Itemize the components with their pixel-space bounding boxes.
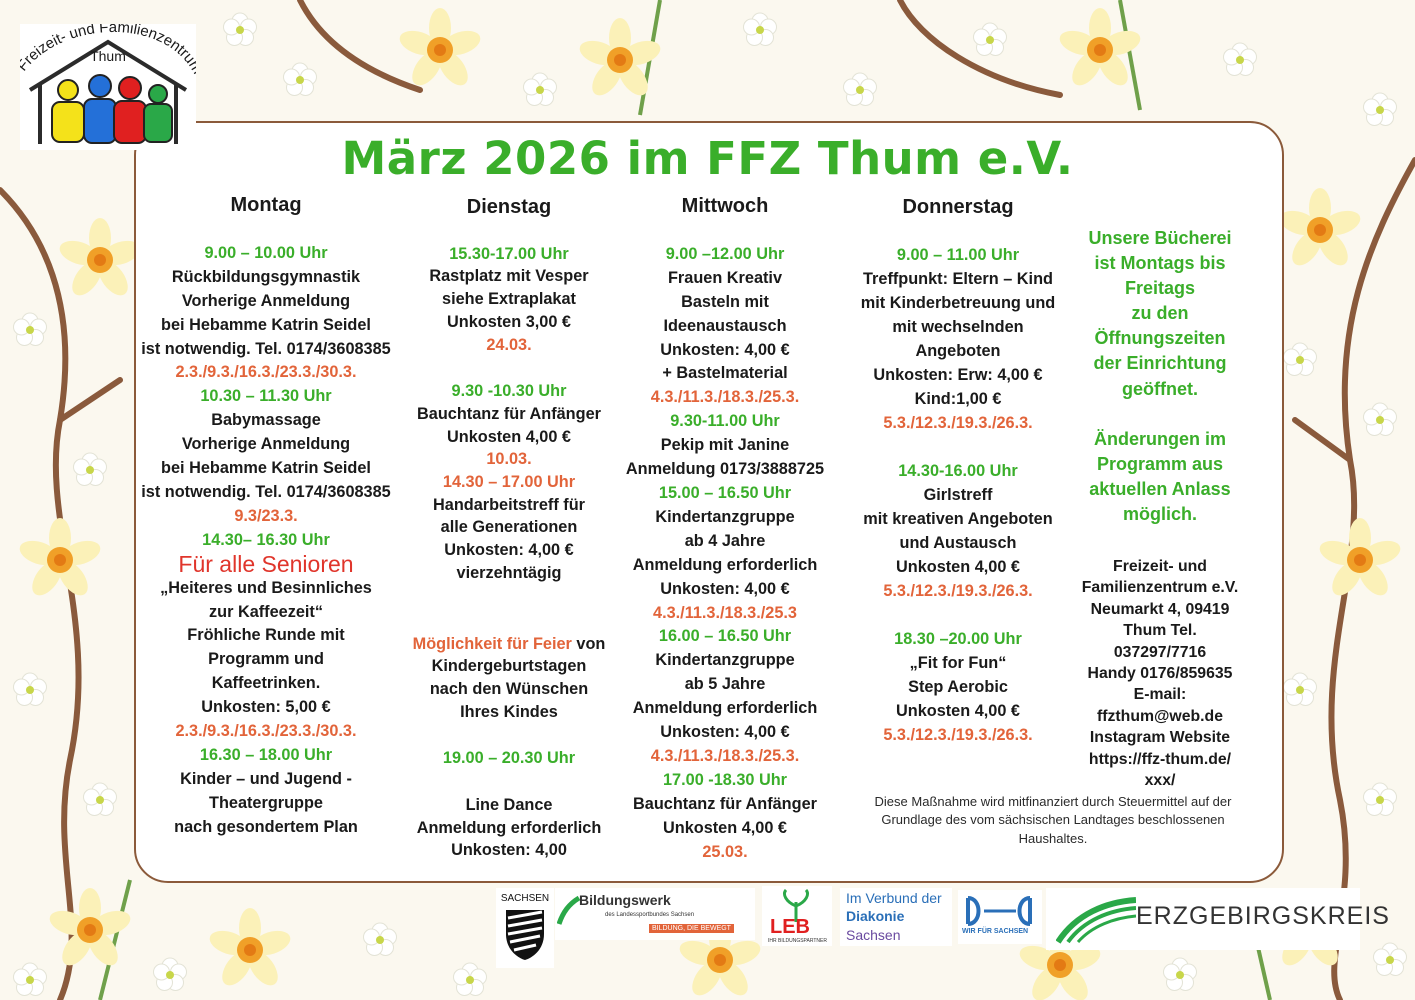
schedule-line <box>134 768 398 792</box>
schedule-line-text: Für alle Senioren <box>178 550 354 577</box>
schedule-line <box>842 507 1074 531</box>
schedule-line-text: Kinder – und Jugend - <box>180 769 352 788</box>
bildungswerk-title: Bildungswerk <box>579 892 671 908</box>
schedule-line <box>615 530 835 554</box>
schedule-line <box>134 266 398 290</box>
schedule-line-text: 5.3./12.3./19.3./26.3. <box>883 414 1033 432</box>
schedule-line-text: Programm und <box>208 650 324 669</box>
schedule-line-text: Unkosten 3,00 € <box>447 312 571 331</box>
library-line: Änderungen im <box>1093 428 1226 449</box>
spacer <box>398 770 620 794</box>
schedule-line-text: „Heiteres und Besinnliches <box>160 578 372 597</box>
schedule-line <box>615 578 835 602</box>
schedule-line-text: Unkosten 4,00 € <box>663 818 787 837</box>
schedule-line-text: Unkosten: 5,00 € <box>201 698 331 717</box>
library-notice <box>1078 226 1242 527</box>
schedule-line <box>842 699 1074 723</box>
library-line: geöffnet. <box>1122 378 1198 399</box>
schedule-line <box>134 505 398 529</box>
leb-logo <box>762 886 832 946</box>
schedule-line <box>615 602 835 626</box>
schedule-line-text: Theatergruppe <box>209 793 323 812</box>
schedule-line <box>398 747 620 770</box>
schedule-line-text: 16.30 – 18.00 Uhr <box>199 745 333 764</box>
schedule-line-text: Vorherige Anmeldung <box>181 435 351 454</box>
schedule-line-text: Anmeldung erforderlich <box>632 699 818 718</box>
schedule-line <box>134 409 398 433</box>
schedule-line <box>398 839 620 862</box>
sachsen-label: SACHSEN <box>500 893 550 904</box>
schedule-line <box>398 403 620 426</box>
library-line: möglich. <box>1122 504 1197 525</box>
schedule-line-text: 10.03. <box>486 450 532 469</box>
schedule-line <box>134 720 398 744</box>
schedule-line-text: siehe Extraplakat <box>442 290 576 309</box>
contact-info <box>1078 556 1242 791</box>
schedule-line-text: Ihres Kindes <box>460 702 558 721</box>
schedule-line-text: Ideenaustausch <box>663 316 787 335</box>
spacer <box>134 218 398 242</box>
schedule-line <box>398 655 620 678</box>
schedule-line <box>398 539 620 562</box>
schedule-line <box>134 577 398 601</box>
schedule-line-text: 14.30– 16.30 Uhr <box>202 530 330 549</box>
leb-label: LEB <box>770 916 810 938</box>
schedule-line <box>842 627 1074 651</box>
schedule-line-text: 10.30 – 11.30 Uhr <box>200 387 332 406</box>
bildungswerk-sub: des Landessportbundes Sachsen <box>605 912 695 918</box>
schedule-line-text: Unkosten: 4,00 € <box>660 340 790 359</box>
schedule-line-text: Kindertanzgruppe <box>655 507 795 526</box>
schedule-line <box>615 554 835 578</box>
spacer <box>398 585 620 609</box>
wir-label: WIR FÜR SACHSEN <box>962 928 1029 935</box>
schedule-line <box>398 817 620 840</box>
schedule-line-text: Babymassage <box>211 411 321 430</box>
schedule-line <box>134 672 398 696</box>
schedule-line <box>134 314 398 338</box>
schedule-line <box>842 387 1074 411</box>
schedule-line-text: Unkosten: 4,00 € <box>660 579 790 598</box>
schedule-line <box>398 794 620 817</box>
schedule-line <box>615 673 835 697</box>
schedule-line <box>134 242 398 266</box>
schedule-line <box>134 385 398 409</box>
library-line: Unsere Bücherei <box>1088 228 1232 248</box>
erzgebirge-swoosh-icon <box>1056 894 1136 944</box>
schedule-line-text: Kindertanzgruppe <box>655 651 795 670</box>
column-montag <box>134 194 398 840</box>
schedule-line <box>615 362 835 386</box>
schedule-line-text: 9.30 -10.30 Uhr <box>451 382 567 401</box>
spacer <box>398 723 620 747</box>
contact-line: Familienzentrum e.V. <box>1081 579 1239 597</box>
schedule-line <box>398 380 620 403</box>
schedule-line <box>615 267 835 291</box>
schedule-line-text: 14.30 – 17.00 Uhr <box>442 473 576 492</box>
schedule-line-text: 14.30-16.00 Uhr <box>898 462 1018 480</box>
day-heading: Donnerstag <box>902 196 1014 218</box>
schedule-line-text: Unkosten: 4,00 € <box>444 541 574 560</box>
schedule-line <box>842 315 1074 339</box>
schedule-line-text: Vorherige Anmeldung <box>181 291 351 310</box>
day-heading: Mittwoch <box>681 195 769 217</box>
schedule-line-text: mit kreativen Angeboten <box>863 510 1053 528</box>
schedule-line-text: 2.3./9.3./16.3./23.3./30.3. <box>175 363 357 382</box>
schedule-line <box>615 769 835 793</box>
schedule-line-text: 19.00 – 20.30 Uhr <box>442 749 576 768</box>
schedule-line-text: Step Aerobic <box>908 678 1008 696</box>
schedule-line <box>398 265 620 288</box>
schedule-line-text: Kind:1,00 € <box>914 390 1002 408</box>
schedule-line-text: Unkosten: Erw: 4,00 € <box>873 366 1043 384</box>
schedule-line <box>398 426 620 449</box>
schedule-line <box>842 411 1074 435</box>
schedule-line <box>134 792 398 816</box>
schedule-line <box>842 579 1074 603</box>
page-title: März 2026 im FFZ Thum e.V. <box>341 132 1074 185</box>
schedule-line <box>134 290 398 314</box>
wir-fuer-sachsen-logo <box>958 890 1042 944</box>
contact-line: E-mail: <box>1133 686 1187 704</box>
schedule-line-text: Unkosten 4,00 € <box>447 427 571 446</box>
schedule-line <box>398 334 620 357</box>
schedule-line <box>615 434 835 458</box>
schedule-line-text: 9.3/23.3. <box>234 506 298 525</box>
diakonie-line2: Diakonie <box>846 908 905 924</box>
schedule-line <box>134 529 398 553</box>
library-line <box>1078 402 1242 427</box>
column-mittwoch <box>615 195 835 864</box>
schedule-line-text: Kindergeburtstagen <box>431 657 587 676</box>
schedule-line <box>134 744 398 768</box>
schedule-line <box>615 625 835 649</box>
schedule-line <box>842 555 1074 579</box>
schedule-line-text: Unkosten: 4,00 € <box>660 723 790 742</box>
schedule-line-text: 9.00 – 10.00 Uhr <box>204 243 328 262</box>
schedule-line-text: Frauen Kreativ <box>667 268 782 287</box>
logo-arc-text: reizeit- und Familienzentr <box>20 24 193 68</box>
schedule-line-text: Unkosten 4,00 € <box>896 558 1020 576</box>
schedule-line <box>842 267 1074 291</box>
library-line: Freitags <box>1124 278 1196 299</box>
contact-line: Neumarkt 4, 09419 <box>1090 600 1230 618</box>
schedule-line <box>398 516 620 539</box>
spacer <box>842 603 1074 627</box>
funding-line: Diese Maßnahme wird mitfinanziert durch Steuermittel auf der <box>874 794 1232 809</box>
bildungswerk-logo <box>555 888 755 940</box>
schedule-line-text: alle Generationen <box>440 518 578 537</box>
schedule-line <box>842 291 1074 315</box>
day-heading: Dienstag <box>466 196 552 218</box>
schedule-line-text: Rückbildungsgymnastik <box>171 267 361 286</box>
funding-line: Grundlage des vom sächsischen Landtages beschlossenen <box>881 812 1225 828</box>
schedule-line <box>615 291 835 315</box>
bildungswerk-tag: BILDUNG, DIE BEWEGT <box>649 924 734 933</box>
schedule-line-text: Anmeldung 0173/3888725 <box>625 460 825 479</box>
schedule-line <box>615 817 835 841</box>
contact-line: ffzthum@web.de <box>1097 707 1223 725</box>
schedule-line-text: + Bastelmaterial <box>662 364 788 383</box>
schedule-line <box>398 562 620 585</box>
schedule-line-text: Bauchtanz für Anfänger <box>633 794 817 813</box>
leb-sub: IHR BILDUNGSPARTNER <box>768 938 827 944</box>
schedule-line-text: 15.00 – 16.50 Uhr <box>658 483 792 502</box>
diakonie-line3: Sachsen <box>846 927 901 943</box>
diakonie-line1: Im Verbund der <box>846 890 942 906</box>
schedule-line-text: Basteln mit <box>681 292 769 311</box>
schedule-line <box>842 363 1074 387</box>
schedule-line <box>842 651 1074 675</box>
schedule-line-text: 5.3./12.3./19.3./26.3. <box>883 726 1033 744</box>
schedule-line <box>134 481 398 505</box>
erzgebirgskreis-logo <box>1046 888 1390 950</box>
schedule-line <box>134 816 398 840</box>
contact-line: Thum Tel. <box>1123 622 1197 640</box>
schedule-line-text: ab 4 Jahre <box>684 531 766 550</box>
schedule-line-text: mit wechselnden <box>892 318 1024 336</box>
bildungswerk-mark-icon <box>557 894 581 934</box>
schedule-line-text: Angeboten <box>915 342 1001 360</box>
schedule-line <box>615 793 835 817</box>
day-heading: Montag <box>230 194 302 216</box>
schedule-line <box>134 624 398 648</box>
spacer <box>615 219 835 243</box>
schedule-line <box>615 841 835 865</box>
logo-town: Thum <box>90 48 126 64</box>
schedule-line-text: ab 5 Jahre <box>684 675 766 694</box>
schedule-line-text: 4.3./11.3./18.3./25.3 <box>653 603 797 622</box>
schedule-line <box>134 433 398 457</box>
schedule-line-text: 4.3./11.3./18.3./25.3. <box>650 746 800 765</box>
schedule-line-text: und Austausch <box>899 534 1017 552</box>
contact-line: Handy 0176/859635 <box>1087 665 1233 683</box>
spacer <box>398 219 620 243</box>
schedule-line-text: mit Kinderbetreuung und <box>860 294 1056 312</box>
ffz-logo <box>20 24 196 150</box>
schedule-line <box>134 338 398 362</box>
schedule-line-text: Fröhliche Runde mit <box>187 626 345 645</box>
contact-line: https://ffz-thum.de/ <box>1088 750 1232 768</box>
schedule-line <box>842 459 1074 483</box>
spacer <box>842 435 1074 459</box>
schedule-line <box>615 482 835 506</box>
schedule-line-text: Pekip mit Janine <box>660 436 790 455</box>
column-donnerstag <box>842 195 1074 747</box>
schedule-line-text: bei Hebamme Katrin Seidel <box>161 315 371 334</box>
schedule-line-text: 16.00 – 16.50 Uhr <box>658 627 792 646</box>
column-dienstag <box>398 196 620 862</box>
schedule-line-text: 24.03. <box>486 335 532 354</box>
schedule-line <box>398 448 620 471</box>
schedule-line-text: Line Dance <box>465 796 553 815</box>
schedule-line-text: Rastplatz mit Vesper <box>429 267 589 286</box>
funding-line: Haushaltes. <box>1018 830 1088 846</box>
schedule-line-text: Kaffeetrinken. <box>211 674 321 693</box>
schedule-line-tail: von <box>571 634 606 653</box>
schedule-line-text: nach gesondertem Plan <box>174 817 358 836</box>
schedule-line-text: ist notwendig. Tel. 0174/3608385 <box>141 339 391 358</box>
schedule-line <box>615 410 835 434</box>
schedule-line <box>615 745 835 769</box>
schedule-line <box>615 386 835 410</box>
spacer <box>398 356 620 380</box>
schedule-line-text: vierzehntägig <box>456 563 562 582</box>
schedule-line-text: zur Kaffeezeit“ <box>209 602 323 621</box>
schedule-line <box>134 601 398 625</box>
schedule-line <box>398 288 620 311</box>
library-line: aktuellen Anlass <box>1089 478 1231 499</box>
funding-note <box>846 793 1260 848</box>
schedule-line-text: Handarbeitstreff für <box>433 495 585 514</box>
schedule-line <box>398 633 620 656</box>
schedule-line <box>398 471 620 494</box>
schedule-line-text: 25.03. <box>702 842 748 861</box>
contact-line: Instagram Website <box>1089 729 1231 747</box>
contact-line: xxx/ <box>1144 772 1176 790</box>
schedule-line-text: Unkosten 4,00 € <box>896 702 1020 720</box>
schedule-line-text: Bauchtanz für Anfänger <box>417 404 601 423</box>
schedule-line-text: Anmeldung erforderlich <box>632 555 818 574</box>
schedule-line <box>615 339 835 363</box>
library-line: zu den <box>1131 303 1189 324</box>
schedule-line-text: nach den Wünschen <box>429 679 589 698</box>
library-line: Programm aus <box>1096 453 1224 474</box>
wir-fuer-sachsen-mark-icon <box>960 894 1040 928</box>
family-house-logo-icon <box>20 24 196 150</box>
schedule-line-text: 17.00 -18.30 Uhr <box>663 770 787 789</box>
schedule-line <box>842 531 1074 555</box>
schedule-line <box>842 243 1074 267</box>
sachsen-crest-icon <box>496 904 554 964</box>
schedule-line <box>615 243 835 267</box>
schedule-line-text: 9.30-11.00 Uhr <box>670 412 780 431</box>
schedule-line <box>398 243 620 266</box>
schedule-line <box>398 494 620 517</box>
schedule-line <box>134 457 398 481</box>
schedule-line-text: Möglichkeit für Feier <box>412 634 572 653</box>
schedule-line-text: 15.30-17.00 Uhr <box>449 244 569 263</box>
contact-line: 037297/7716 <box>1113 643 1207 661</box>
schedule-line <box>134 550 398 577</box>
schedule-line <box>134 361 398 385</box>
schedule-line <box>842 723 1074 747</box>
schedule-line <box>134 696 398 720</box>
schedule-line <box>842 339 1074 363</box>
schedule-line-text: 2.3./9.3./16.3./23.3./30.3. <box>175 722 357 741</box>
schedule-line-text: 9.00 – 11.00 Uhr <box>896 246 1020 264</box>
erzgebirge-label: ERZGEBIRGSKREIS <box>1136 902 1390 930</box>
library-line: ist Montags bis <box>1094 253 1226 274</box>
schedule-line <box>615 721 835 745</box>
library-line: Öffnungszeiten <box>1094 328 1226 349</box>
schedule-line <box>615 315 835 339</box>
schedule-line <box>615 506 835 530</box>
schedule-line-text: Unkosten: 4,00 <box>451 841 567 860</box>
spacer <box>842 219 1074 243</box>
schedule-line-text: 9.00 –12.00 Uhr <box>665 244 785 263</box>
schedule-line-text: Anmeldung erforderlich <box>416 818 602 837</box>
schedule-line <box>615 458 835 482</box>
schedule-line <box>398 701 620 724</box>
schedule-line-text: bei Hebamme Katrin Seidel <box>161 459 371 478</box>
schedule-line <box>398 311 620 334</box>
schedule-line <box>398 678 620 701</box>
schedule-line-text: Girlstreff <box>923 486 993 504</box>
schedule-line <box>842 483 1074 507</box>
spacer <box>398 609 620 633</box>
schedule-line-text: Treffpunkt: Eltern – Kind <box>863 270 1053 288</box>
schedule-line-text: 4.3./11.3./18.3./25.3. <box>650 388 800 407</box>
schedule-line-text: ist notwendig. Tel. 0174/3608385 <box>141 482 391 501</box>
schedule-line <box>842 675 1074 699</box>
schedule-line-text: 5.3./12.3./19.3./26.3. <box>883 582 1033 600</box>
schedule-line <box>134 648 398 672</box>
schedule-line-text: „Fit for Fun“ <box>909 654 1007 672</box>
schedule-line <box>615 649 835 673</box>
contact-line: Freizeit- und <box>1113 558 1207 575</box>
diakonie-logo <box>840 888 952 946</box>
schedule-line <box>615 697 835 721</box>
sachsen-logo <box>496 888 554 968</box>
schedule-line-text: 18.30 –20.00 Uhr <box>894 630 1022 648</box>
library-line: der Einrichtung <box>1093 353 1227 374</box>
